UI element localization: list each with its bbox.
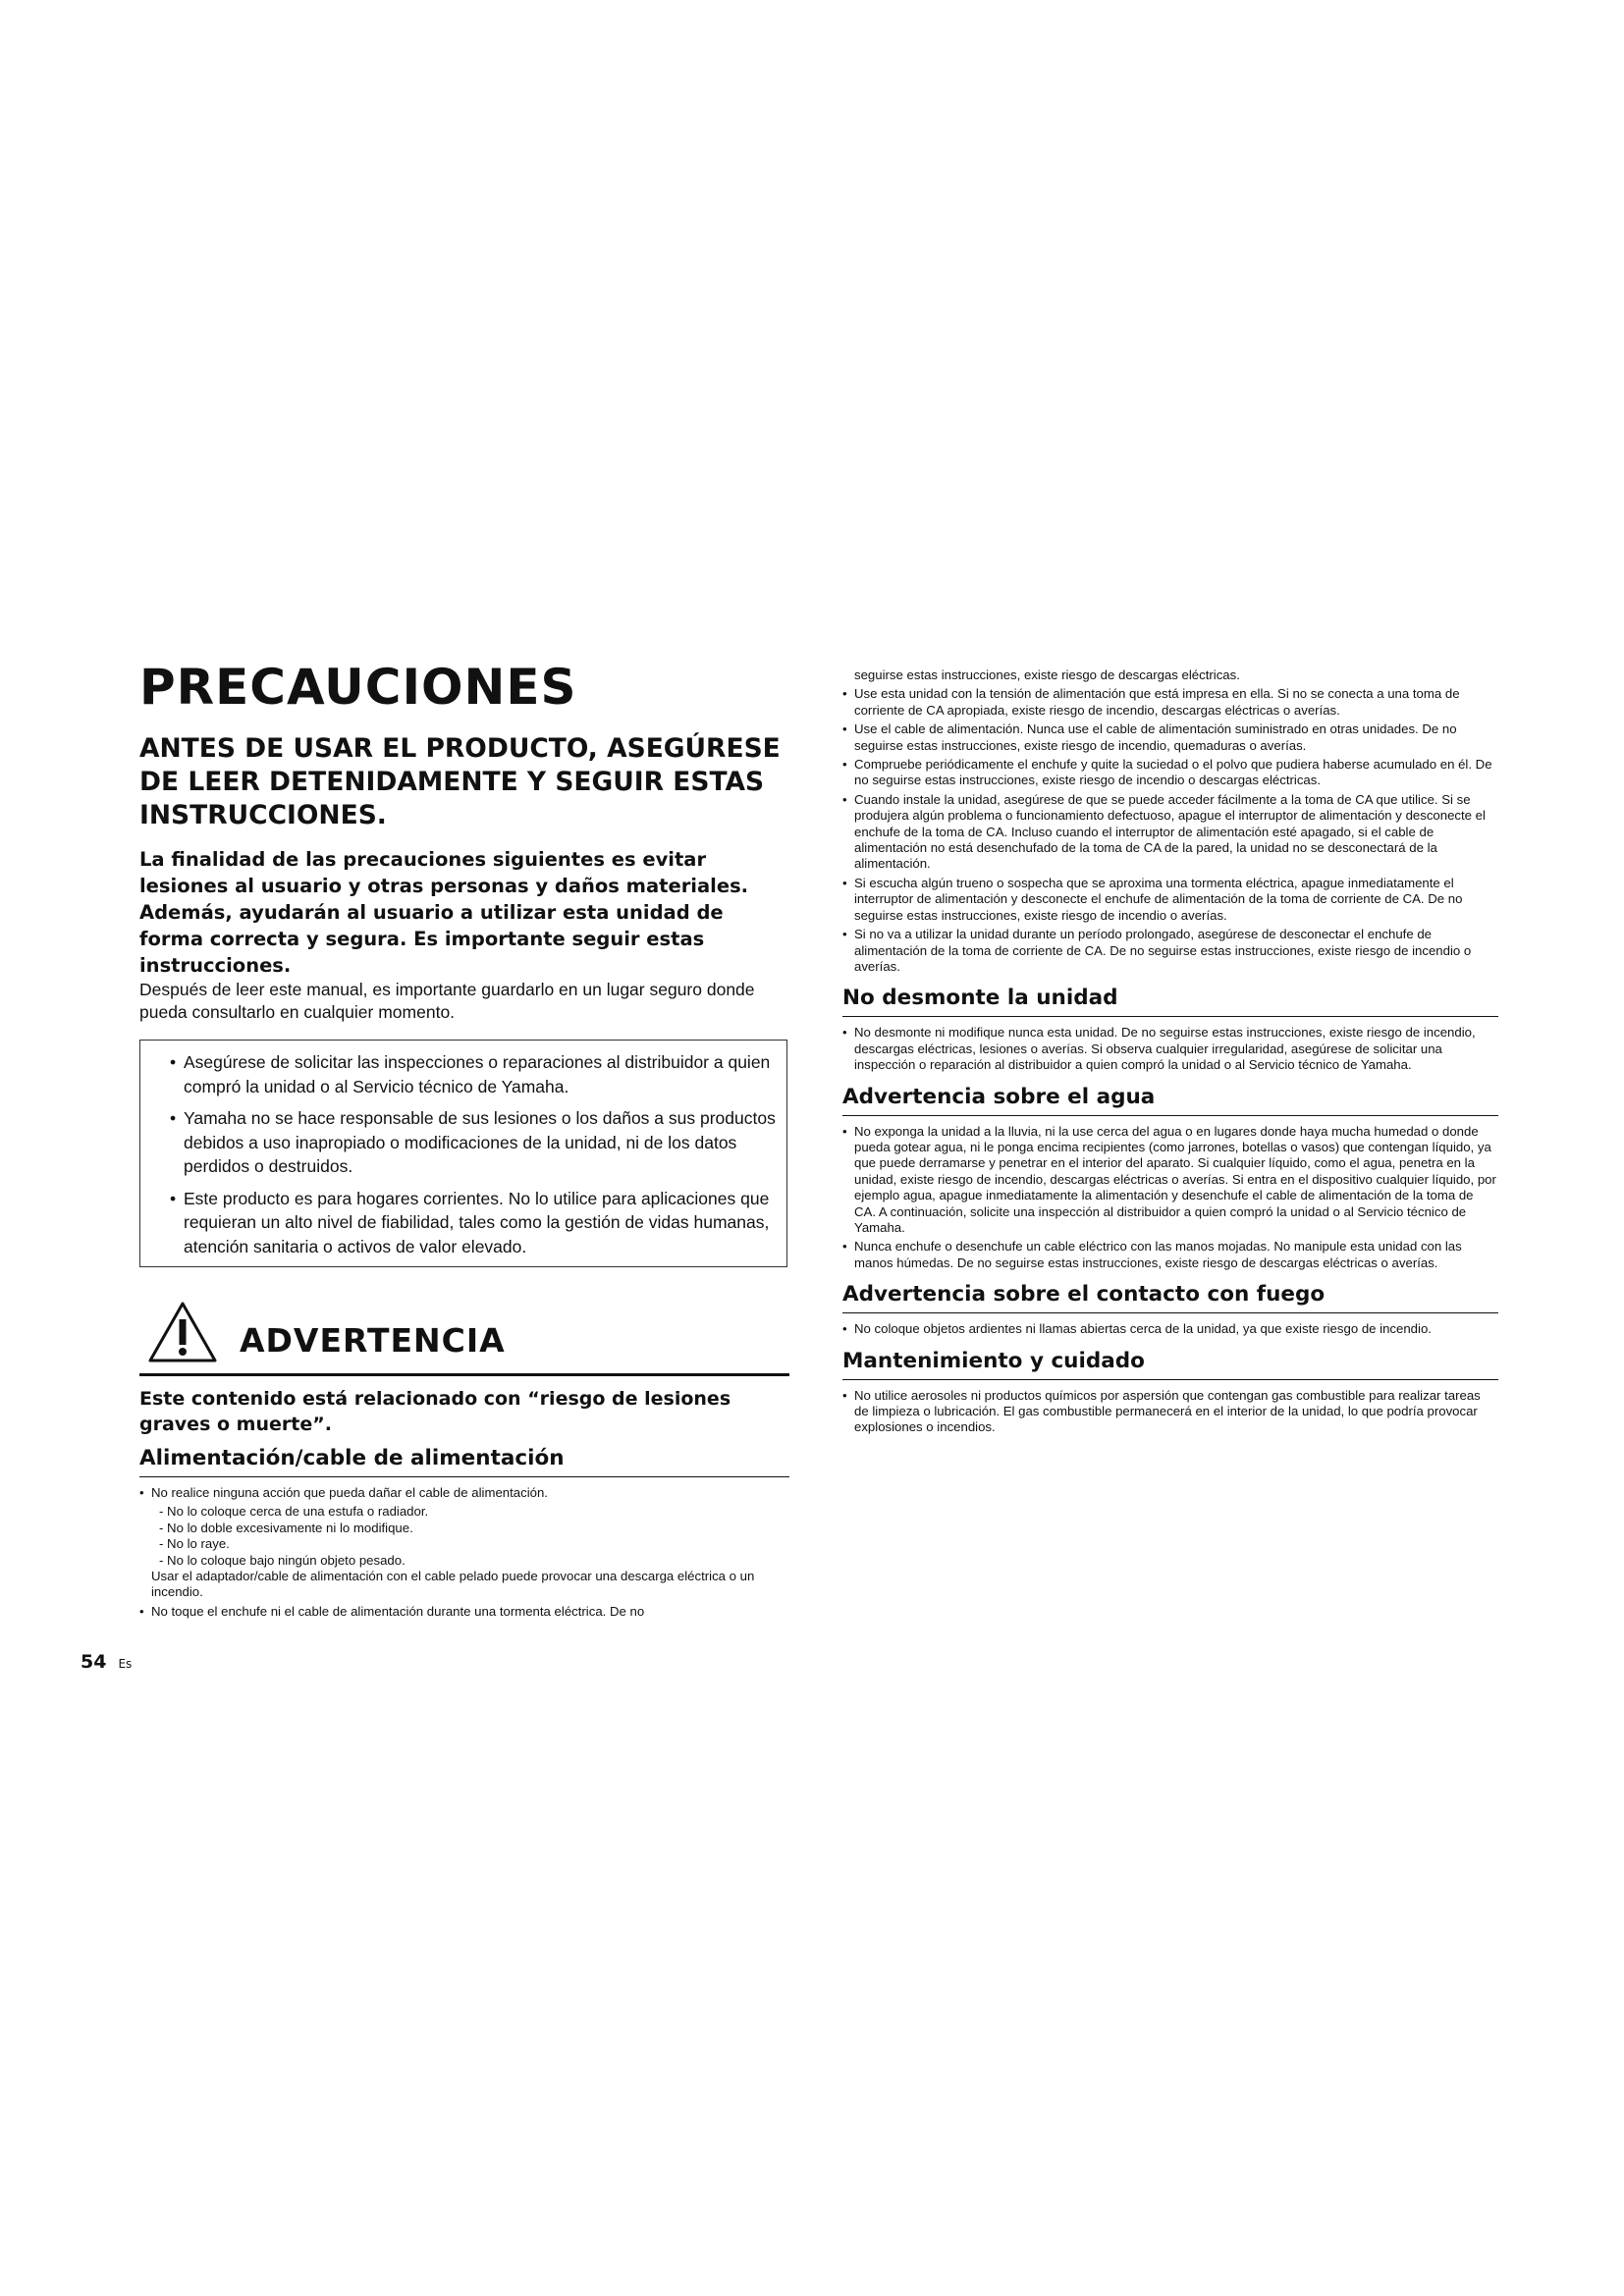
section-heading-power: Alimentación/cable de alimentación — [139, 1445, 789, 1477]
power-bullet-continued: seguirse estas instrucciones, existe riesgo de descargas eléctricas. — [854, 667, 1240, 682]
power-bullet: • Use esta unidad con la tensión de alimentación que está impresa en ella. Si no se conecta a una toma de corriente de CA apropiada, existe riesgo de incendio, descargas eléctricas o averías. — [842, 686, 1498, 719]
warning-divider — [139, 1373, 789, 1376]
fire-bullet: • No coloque objetos ardientes ni llamas abiertas cerca de la unidad, ya que existe riesgo de incendio. — [842, 1321, 1498, 1337]
power-bullet: • No toque el enchufe ni el cable de alimentación durante una tormenta eléctrica. De no — [139, 1604, 789, 1620]
power-subitem: - No lo doble excesivamente ni lo modifique. — [159, 1520, 413, 1535]
section-heading-maintenance: Mantenimiento y cuidado — [842, 1348, 1498, 1380]
maintenance-bullet: • No utilice aerosoles ni productos químicos por aspersión que contengan gas combustible para realizar tareas de limpieza o lubricación. El gas combustible permanecerá en el interior de la unidad, lo que podría provocar explosiones o incendios. — [842, 1388, 1498, 1436]
power-bullet: • Cuando instale la unidad, asegúrese de que se puede acceder fácilmente a la toma de CA que utilice. Si se produjera algún problema o funcionamiento defectuoso, apague el interruptor de alimentación y desconecte el enchufe de la toma de CA. Incluso cuando el interruptor de alimentación esté apagado, si el cable de alimentación no está desenchufado de la toma de CA de la pared, la unidad no se desconectará de la alimentación. — [842, 792, 1498, 873]
intro-plain: Después de leer este manual, es importante guardarlo en un lugar seguro donde pueda consultarlo en cualquier momento. — [139, 980, 755, 1022]
section-heading-water: Advertencia sobre el agua — [842, 1084, 1498, 1116]
power-bullet: • Use el cable de alimentación. Nunca use el cable de alimentación suministrado en otras unidades. De no seguirse estas instrucciones, existe riesgo de incendio, quemaduras o averías. — [842, 721, 1498, 754]
page-footer — [81, 1651, 132, 1673]
page-number: 54 — [81, 1651, 107, 1673]
notice-box — [139, 1040, 787, 1267]
notice-item: • Asegúrese de solicitar las inspecciones o reparaciones al distribuidor a quien compró la unidad o al Servicio técnico de Yamaha. — [170, 1050, 777, 1098]
section-heading-disassemble: No desmonte la unidad — [842, 985, 1498, 1017]
power-bullet: • Compruebe periódicamente el enchufe y quite la suciedad o el polvo que pudiera haberse acumulado en él. De no seguirse estas instrucciones, existe riesgo de incendio o descargas eléctricas. — [842, 757, 1498, 789]
power-subitem: - No lo coloque cerca de una estufa o radiador. — [159, 1504, 429, 1520]
water-bullet: • Nunca enchufe o desenchufe un cable eléctrico con las manos mojadas. No manipule esta unidad con las manos húmedas. De no seguirse estas instrucciones, existe riesgo de descargas eléctricas o averías. — [842, 1239, 1498, 1271]
notice-item: • Este producto es para hogares corrientes. No lo utilice para aplicaciones que requieran un alto nivel de fiabilidad, tales como la gestión de vidas humanas, atención sanitaria o activos de valor elevado. — [170, 1187, 777, 1259]
subtitle: ANTES DE USAR EL PRODUCTO, ASEGÚRESE DE LEER DETENIDAMENTE Y SEGUIR ESTAS INSTRUCCIONES. — [139, 733, 781, 830]
warning-title: ADVERTENCIA — [240, 1320, 506, 1360]
power-bullet: • Si escucha algún trueno o sospecha que se aproxima una tormenta eléctrica, apague inmediatamente el interruptor de alimentación y desconecte el enchufe de alimentación de la toma de corriente de CA. De no seguirse estas instrucciones, existe riesgo de incendio o averías. — [842, 876, 1498, 924]
notice-item: • Yamaha no se hace responsable de sus lesiones o los daños a sus productos debidos a uso inapropiado o modificaciones de la unidad, ni de los datos perdidos o destruidos. — [170, 1106, 777, 1179]
page-title: PRECAUCIONES — [139, 659, 577, 716]
warning-description: Este contenido está relacionado con “riesgo de lesiones graves o muerte”. — [139, 1388, 731, 1435]
water-bullet: • No exponga la unidad a la lluvia, ni la use cerca del agua o en lugares donde haya mucha humedad o donde pueda gotear agua, ni le ponga encima recipientes (como jarrones, botellas o vasos) que contengan líquido, ya que puede derramarse y penetrar en el interior del aparato. Si cualquier líquido, como el agua, penetra en la unidad, existe riesgo de incendio, descargas eléctricas o averías. Si entra en el dispositivo cualquier líquido, por ejemplo agua, apague inmediatamente la alimentación y desenchufe el cable de alimentación de la toma de CA. A continuación, solicite una inspección al distribuidor a quien compró la unidad o al Servicio técnico de Yamaha. — [842, 1124, 1498, 1237]
warning-header — [139, 1297, 789, 1367]
power-subitem: - No lo coloque bajo ningún objeto pesado. — [159, 1552, 406, 1568]
section-heading-fire: Advertencia sobre el contacto con fuego — [842, 1281, 1498, 1313]
power-bullet: • No realice ninguna acción que pueda dañar el cable de alimentación. — [139, 1485, 789, 1501]
warning-triangle-icon — [147, 1300, 218, 1364]
left-column — [139, 660, 789, 1623]
right-column — [842, 667, 1498, 1439]
page-language: Es — [118, 1657, 133, 1671]
power-subitem: - No lo raye. — [159, 1536, 230, 1552]
power-bullet: • Si no va a utilizar la unidad durante un período prolongado, asegúrese de desconectar el enchufe de alimentación de la toma de corriente de CA. De no seguirse estas instrucciones, existe riesgo de incendio o averías. — [842, 927, 1498, 975]
intro-bold: La finalidad de las precauciones siguientes es evitar lesiones al usuario y otras personas y daños materiales. Además, ayudarán al usuario a utilizar esta unidad de forma correcta y segura. Es importante seguir estas instrucciones. — [139, 848, 749, 977]
power-note: Usar el adaptador/cable de alimentación con el cable pelado puede provocar una descarga eléctrica o un incendio. — [151, 1569, 755, 1600]
disassemble-bullet: • No desmonte ni modifique nunca esta unidad. De no seguirse estas instrucciones, existe riesgo de incendio, descargas eléctricas, lesiones o averías. Si observa cualquier irregularidad, asegúrese de solicitar una inspección o reparación al distribuidor a quien compró la unidad o al Servicio técnico de Yamaha. — [842, 1025, 1498, 1073]
